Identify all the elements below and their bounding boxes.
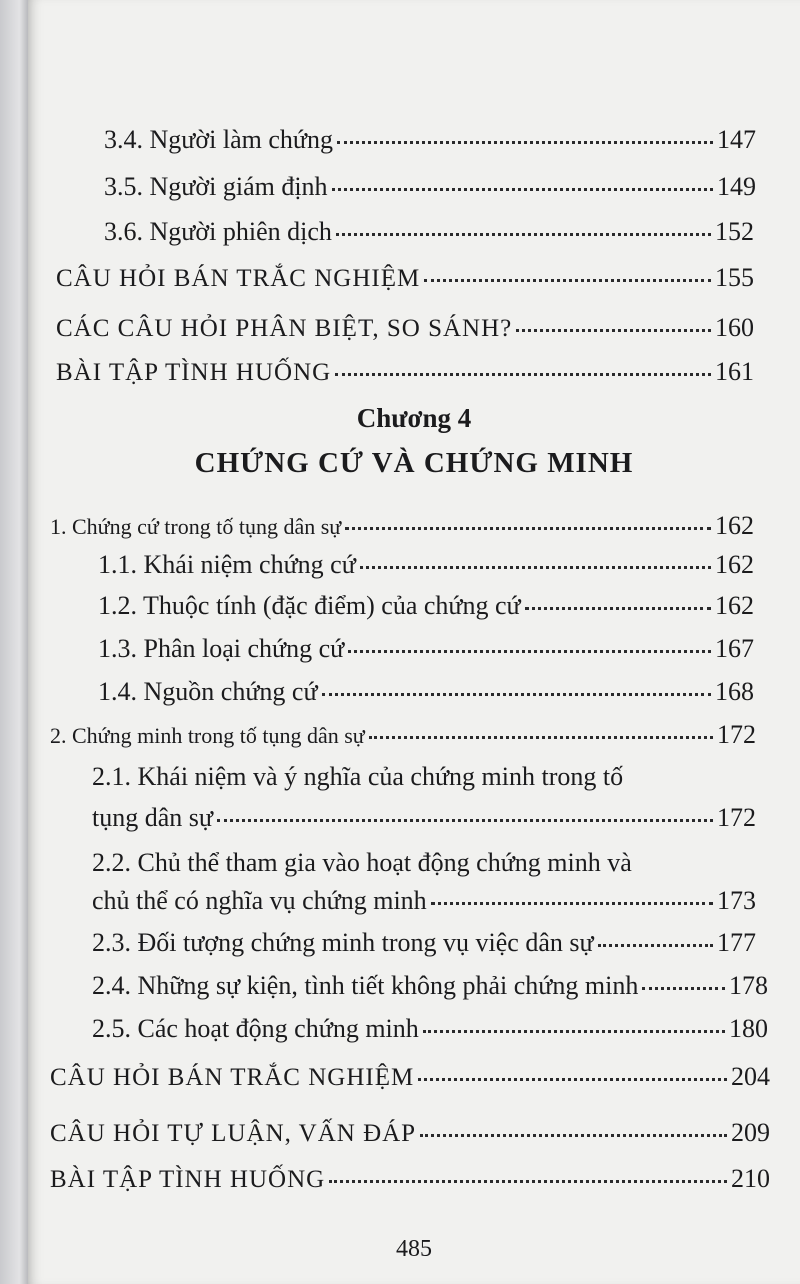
- toc-entry-title: tụng dân sự: [92, 803, 213, 832]
- toc-entry-title: 1.4. Nguồn chứng cứ: [98, 677, 318, 706]
- toc-entry-title: 1. Chứng cứ trong tố tụng dân sự: [50, 514, 342, 539]
- toc-entry: [92, 927, 756, 959]
- toc-entry-title: 2.4. Những sự kiện, tình tiết không phải chứng minh: [92, 971, 639, 1000]
- dot-leader: [516, 328, 711, 332]
- toc-entry-title: 1.3. Phân loại chứng cứ: [98, 634, 345, 663]
- toc-entry: [50, 510, 754, 543]
- dot-leader: [423, 1029, 725, 1033]
- dot-leader: [642, 986, 725, 990]
- toc-entry-title: BÀI TẬP TÌNH HUỐNG: [50, 1166, 326, 1193]
- toc-entry-page: 177: [717, 928, 756, 957]
- toc-entry-title: 2.3. Đối tượng chứng minh trong vụ việc dân sự: [92, 928, 594, 957]
- toc-entry-title-line1: 2.1. Khái niệm và ý nghĩa của chứng minh trong tố: [92, 762, 624, 791]
- toc-entry-page: 161: [715, 357, 754, 386]
- toc-entry-page: 147: [717, 125, 756, 154]
- toc-entry-title: CÂU HỎI BÁN TRẮC NGHIỆM: [56, 265, 421, 292]
- dot-leader: [431, 901, 713, 905]
- toc-entry: [92, 1013, 768, 1045]
- toc-entry: [56, 312, 754, 345]
- toc-entry-page: 180: [729, 1014, 768, 1043]
- toc-entry-title: 3.6. Người phiên dịch: [104, 217, 332, 246]
- toc-entry: [98, 676, 754, 708]
- dot-leader: [360, 565, 711, 569]
- toc-entry-page: 162: [715, 591, 754, 620]
- dot-leader: [332, 187, 713, 191]
- dot-leader: [420, 1133, 727, 1137]
- toc-entry: [92, 970, 768, 1002]
- toc-entry: [50, 1117, 770, 1150]
- adjacent-page-edge: [0, 0, 28, 1284]
- toc-entry-page: 152: [715, 217, 754, 246]
- dot-leader: [598, 943, 713, 947]
- toc-entry: [98, 590, 754, 622]
- dot-leader: [322, 692, 711, 696]
- dot-leader: [525, 606, 711, 610]
- dot-leader: [348, 649, 711, 653]
- toc-entry: [98, 549, 754, 581]
- toc-entry: [92, 802, 756, 834]
- dot-leader: [418, 1077, 727, 1081]
- chapter-title: CHỨNG CỨ VÀ CHỨNG MINH: [194, 447, 634, 479]
- toc-entry-page: 160: [715, 313, 754, 342]
- toc-entry-title: CÂU HỎI TỰ LUẬN, VẤN ĐÁP: [50, 1120, 417, 1147]
- toc-entry-page: 155: [715, 263, 754, 292]
- toc-entry-title-line1: 2.2. Chủ thể tham gia vào hoạt động chứng minh và: [92, 848, 632, 877]
- dot-leader: [217, 818, 713, 822]
- toc-entry-page: 178: [729, 971, 768, 1000]
- dot-leader: [369, 735, 713, 739]
- toc-entry-title: chủ thể có nghĩa vụ chứng minh: [92, 886, 427, 915]
- dot-leader: [424, 278, 711, 282]
- dot-leader: [345, 526, 711, 530]
- toc-entry-title: CÂU HỎI BÁN TRẮC NGHIỆM: [50, 1064, 415, 1091]
- toc-entry-page: 172: [717, 803, 756, 832]
- toc-entry-page: 210: [731, 1164, 770, 1193]
- toc-entry-title: 1.1. Khái niệm chứng cứ: [98, 550, 356, 579]
- toc-entry-page: 204: [731, 1062, 770, 1091]
- toc-entry-title: 2.5. Các hoạt động chứng minh: [92, 1014, 419, 1043]
- toc-entry: [50, 1061, 770, 1094]
- chapter-label: Chương 4: [356, 403, 472, 433]
- dot-leader: [335, 372, 711, 376]
- toc-entry-page: 162: [715, 511, 754, 540]
- toc-entry-title: CÁC CÂU HỎI PHÂN BIỆT, SO SÁNH?: [56, 315, 513, 342]
- toc-entry: [104, 216, 754, 248]
- toc-entry: [50, 719, 756, 752]
- toc-entry-title: 3.5. Người giám định: [104, 172, 328, 201]
- toc-entry: [104, 171, 756, 203]
- page-number: 485: [396, 1236, 432, 1262]
- toc-entry-page: 168: [715, 677, 754, 706]
- toc-entry: [98, 633, 754, 665]
- dot-leader: [336, 232, 711, 236]
- toc-entry-page: 209: [731, 1118, 770, 1147]
- toc-entry: [92, 885, 756, 917]
- dot-leader: [337, 140, 713, 144]
- toc-entry-title: 3.4. Người làm chứng: [104, 125, 333, 154]
- toc-entry-page: 172: [717, 720, 756, 749]
- toc-entry-title: 2. Chứng minh trong tố tụng dân sự: [50, 723, 365, 748]
- toc-entry: [56, 262, 754, 295]
- dot-leader: [329, 1179, 727, 1183]
- toc-entry-page: 167: [715, 634, 754, 663]
- toc-entry-page: 162: [715, 550, 754, 579]
- toc-entry: [50, 1163, 770, 1196]
- toc-entry: [104, 124, 756, 156]
- toc-entry-title: BÀI TẬP TÌNH HUỐNG: [56, 359, 332, 386]
- toc-entry-page: 173: [717, 886, 756, 915]
- toc-entry: [56, 356, 754, 389]
- toc-entry-title: 1.2. Thuộc tính (đặc điểm) của chứng cứ: [98, 591, 521, 620]
- toc-entry-page: 149: [717, 172, 756, 201]
